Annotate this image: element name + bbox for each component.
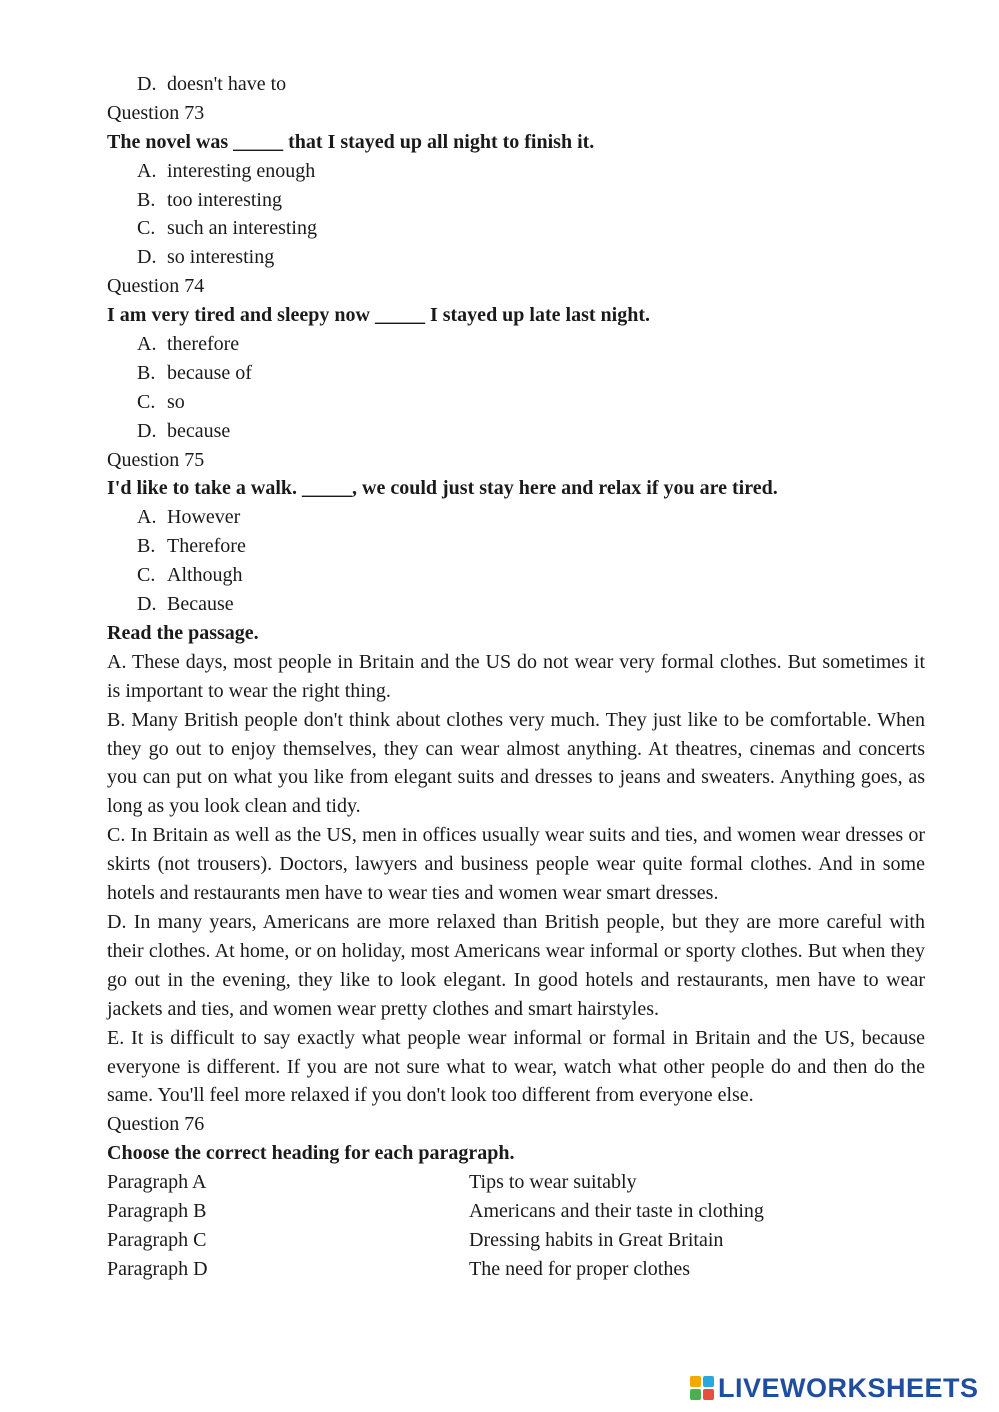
option-d-prev (107, 70, 925, 99)
option-text: therefore (167, 333, 240, 356)
question-75-option-d[interactable] (107, 590, 925, 619)
option-letter: D. (137, 246, 157, 269)
option-text: However (167, 506, 241, 529)
option-text: doesn't have to (167, 73, 287, 95)
match-paragraph-label: Paragraph A (107, 1171, 207, 1194)
option-text: Although (167, 564, 243, 587)
worksheet-page (107, 70, 925, 1284)
option-text: such an interesting (167, 217, 317, 240)
match-row (107, 1226, 925, 1255)
match-heading[interactable]: Tips to wear suitably (469, 1171, 637, 1194)
match-row (107, 1255, 925, 1284)
option-letter: B. (137, 361, 156, 384)
option-text: too interesting (167, 188, 282, 211)
option-text: because of (167, 361, 252, 384)
question-73-label: Question 73 (107, 101, 205, 124)
option-letter: A. (137, 506, 157, 529)
question-73-option-c[interactable] (107, 214, 925, 243)
question-74-stem: I am very tired and sleepy now _____ I stayed up late last night. (107, 304, 650, 327)
option-text: interesting enough (167, 159, 316, 182)
passage-title: Read the passage. (107, 621, 259, 644)
match-row (107, 1197, 925, 1226)
question-75-option-c[interactable] (107, 561, 925, 590)
option-letter: A. (137, 333, 157, 356)
match-paragraph-label: Paragraph D (107, 1257, 208, 1280)
match-heading[interactable]: Dressing habits in Great Britain (469, 1228, 724, 1251)
option-letter: A. (137, 159, 157, 182)
option-text: Because (167, 593, 234, 616)
passage-paragraph-b: B. Many British people don't think about clothes very much. They just like to be comfortable. When they go out to enjoy themselves, they can wear almost anything. At theatres, cinemas and concerts you can put on what you like from elegant suits and dresses to jeans and sweaters. Anything goes, as long as you look clean and tidy. (107, 708, 925, 818)
passage-paragraph-c: C. In Britain as well as the US, men in offices usually wear suits and ties, and women wear dresses or skirts (not trousers). Doctors, lawyers and business people wear quite formal clothes. And in some hotels and restaurants men have to wear ties and women wear smart dresses. (107, 824, 925, 905)
option-letter: C. (137, 217, 156, 240)
liveworksheets-logo (690, 1372, 979, 1404)
option-letter: D. (137, 419, 157, 442)
question-75-option-a[interactable] (107, 503, 925, 532)
option-letter: C. (137, 390, 156, 413)
logo-text: LIVEWORKSHEETS (718, 1372, 979, 1403)
question-76-stem: Choose the correct heading for each paragraph. (107, 1142, 515, 1165)
question-75-option-b[interactable] (107, 532, 925, 561)
match-paragraph-label: Paragraph B (107, 1199, 207, 1222)
question-73-option-b[interactable] (107, 186, 925, 215)
question-75-stem: I'd like to take a walk. _____, we could just stay here and relax if you are tired. (107, 477, 778, 500)
match-row (107, 1168, 925, 1197)
passage-paragraph-d: D. In many years, Americans are more relaxed than British people, but they are more careful with their clothes. At home, or on holiday, most Americans wear informal or sporty clothes. But when they go out in the evening, they like to look elegant. In good hotels and restaurants, men have to wear jackets and ties, and women wear pretty clothes and smart hairstyles. (107, 910, 925, 1020)
question-73-stem: The novel was _____ that I stayed up all night to finish it. (107, 130, 595, 153)
match-paragraph-label: Paragraph C (107, 1228, 207, 1251)
passage-paragraph-a: A. These days, most people in Britain and the US do not wear very formal clothes. But sometimes it is important to wear the right thing. (107, 650, 925, 702)
logo-mark-icon (690, 1376, 714, 1400)
option-letter: B. (137, 535, 156, 558)
match-heading[interactable]: The need for proper clothes (469, 1257, 691, 1280)
match-heading[interactable]: Americans and their taste in clothing (469, 1199, 764, 1222)
question-73-option-a[interactable] (107, 157, 925, 186)
question-75-label: Question 75 (107, 448, 205, 471)
question-74-option-d[interactable] (107, 417, 925, 446)
question-74-option-c[interactable] (107, 388, 925, 417)
option-letter: B. (137, 188, 156, 211)
passage-paragraph-e: E. It is difficult to say exactly what people wear informal or formal in Britain and the US, because everyone is different. If you are not sure what to wear, watch what other people do and then do the same. You'll feel more relaxed if you don't look too different from everyone else. (107, 1026, 925, 1107)
option-text: so interesting (167, 246, 275, 269)
option-text: Therefore (167, 535, 246, 558)
option-text: because (167, 419, 231, 442)
option-letter: D. (137, 593, 157, 616)
question-74-option-a[interactable] (107, 330, 925, 359)
question-76-label: Question 76 (107, 1113, 205, 1136)
question-74-label: Question 74 (107, 275, 205, 298)
question-74-option-b[interactable] (107, 359, 925, 388)
option-letter: C. (137, 564, 156, 587)
question-73-option-d[interactable] (107, 243, 925, 272)
option-letter: D. (137, 73, 157, 95)
option-text: so (167, 390, 185, 413)
